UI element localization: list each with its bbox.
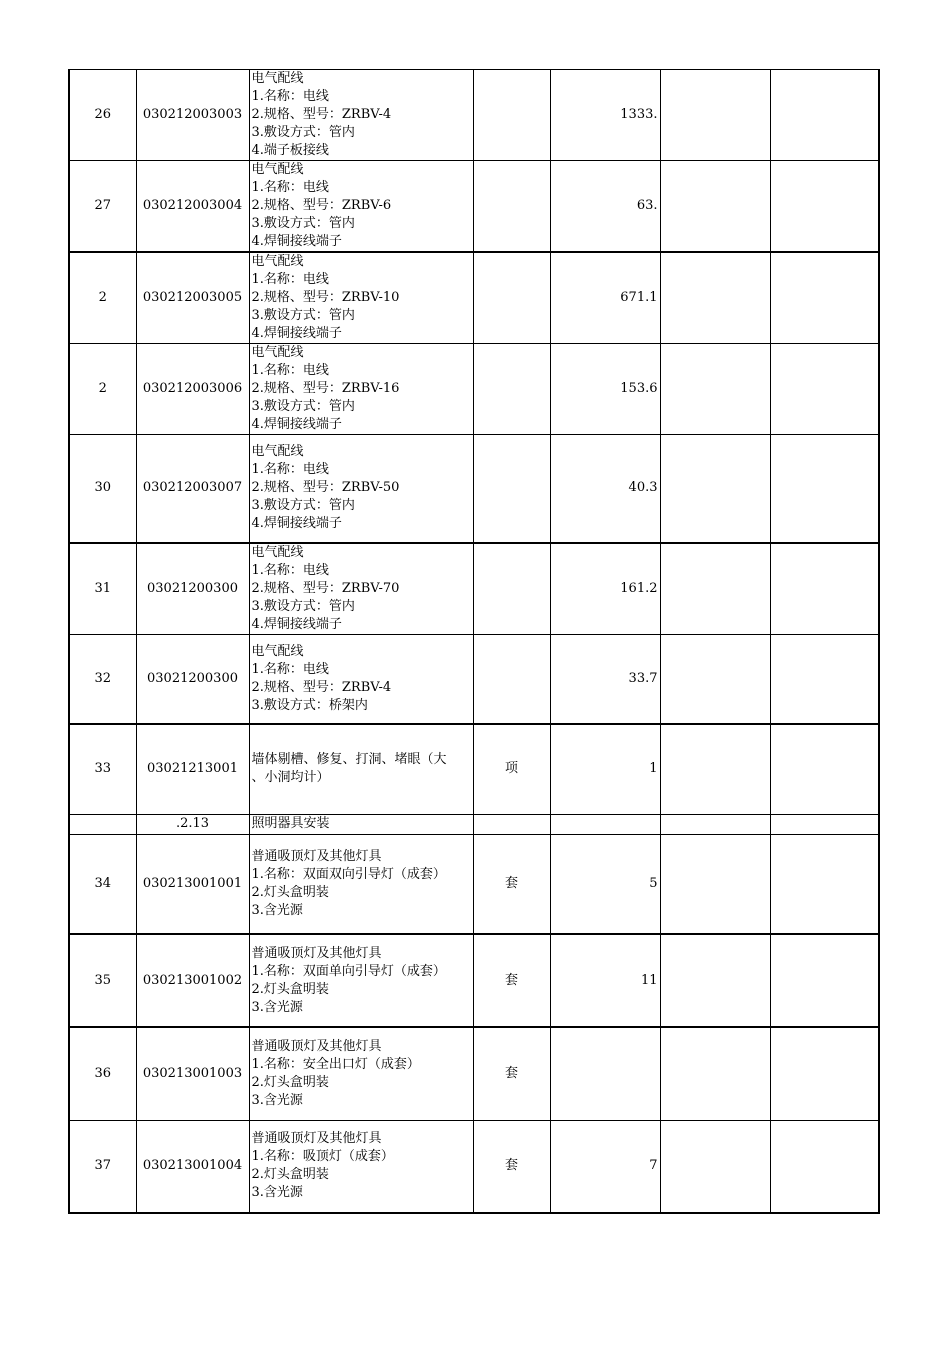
description-line: 普通吸顶灯及其他灯具 [251, 848, 382, 864]
description-line: 1.名称：双面双向引导灯（成套） [251, 866, 446, 882]
item-description-cell [249, 814, 473, 834]
item-code-cell: 03021213001 [136, 724, 249, 814]
total-price-cell [770, 1120, 879, 1213]
unit-price-cell [660, 1120, 770, 1213]
description-line: 3.含光源 [251, 902, 303, 918]
unit-cell [473, 543, 550, 635]
item-number-cell: 27 [69, 161, 136, 253]
quantity-cell [550, 814, 660, 834]
item-number-cell: 32 [69, 634, 136, 724]
table-row [69, 634, 879, 724]
item-code-cell: 030213001001 [136, 834, 249, 934]
description-line: 2.规格、型号：ZRBV-4 [251, 107, 392, 122]
table-row [69, 161, 879, 253]
item-number-cell: 2 [69, 344, 136, 435]
unit-price-cell [660, 724, 770, 814]
total-price-cell [770, 934, 879, 1027]
unit-cell [473, 252, 550, 344]
description-line: 普通吸顶灯及其他灯具 [251, 1038, 382, 1054]
description-line: 1.名称：电线 [251, 272, 329, 287]
description-line: 1.名称：吸顶灯（成套） [251, 1149, 394, 1165]
description-line: 3.敷设方式：管内 [251, 498, 355, 514]
description-line: 2.规格、型号：ZRBV-4 [251, 679, 392, 695]
item-code-cell: 03021200300 [136, 634, 249, 724]
total-price-cell [770, 344, 879, 435]
description-line: 、小洞均计） [251, 770, 330, 786]
quantity-cell: 1333. [550, 70, 660, 161]
description-line: 2.灯头盒明装 [251, 884, 329, 900]
item-number-cell: 35 [69, 934, 136, 1027]
description-line: 3.敷设方式：管内 [251, 598, 355, 614]
description-line: 2.规格、型号：ZRBV-10 [251, 290, 400, 305]
item-number-cell: 2 [69, 252, 136, 344]
unit-cell [473, 634, 550, 724]
item-code-cell: 03021200300 [136, 543, 249, 635]
unit-price-cell [660, 161, 770, 253]
unit-cell [473, 70, 550, 161]
description-line: 2.规格、型号：ZRBV-6 [251, 198, 392, 213]
item-description-cell [249, 70, 473, 161]
unit-price-cell [660, 252, 770, 344]
unit-cell [473, 435, 550, 543]
description-line: 4.焊铜接线端子 [251, 326, 342, 341]
description-line: 电气配线 [251, 444, 304, 460]
quantity-cell: 7 [550, 1120, 660, 1213]
total-price-cell [770, 724, 879, 814]
total-price-cell [770, 161, 879, 253]
description-line: 3.敷设方式：管内 [251, 399, 355, 414]
total-price-cell [770, 543, 879, 635]
description-line: 1.名称：电线 [251, 661, 329, 677]
description-line: 2.灯头盒明装 [251, 981, 329, 997]
item-code-cell: 030212003003 [136, 70, 249, 161]
unit-price-cell [660, 634, 770, 724]
description-line: 3.含光源 [251, 1185, 303, 1201]
description-line: 2.规格、型号：ZRBV-70 [251, 580, 400, 596]
description-line: 电气配线 [251, 162, 304, 177]
quantity-cell: 11 [550, 934, 660, 1027]
total-price-cell [770, 1027, 879, 1120]
item-description-cell [249, 344, 473, 435]
table-row [69, 252, 879, 344]
description-line: 电气配线 [251, 345, 304, 360]
table-row [69, 724, 879, 814]
table-row [69, 934, 879, 1027]
quantity-cell: 40.3 [550, 435, 660, 543]
item-description-cell [249, 634, 473, 724]
item-number-cell: 26 [69, 70, 136, 161]
item-number-cell: 34 [69, 834, 136, 934]
item-description-cell [249, 543, 473, 635]
item-code-cell: 030212003006 [136, 344, 249, 435]
description-line: 2.灯头盒明装 [251, 1074, 329, 1090]
item-number-cell: 30 [69, 435, 136, 543]
total-price-cell [770, 634, 879, 724]
total-price-cell [770, 252, 879, 344]
item-number-cell: 31 [69, 543, 136, 635]
item-code-cell: 030212003004 [136, 161, 249, 253]
description-line: 3.含光源 [251, 1092, 303, 1108]
total-price-cell [770, 814, 879, 834]
description-line: 3.敷设方式：管内 [251, 216, 355, 231]
item-description-cell [249, 161, 473, 253]
item-number-cell [69, 814, 136, 834]
unit-cell: 套 [473, 1120, 550, 1213]
item-code-cell: 030212003005 [136, 252, 249, 344]
description-line: 墙体剔槽、修复、打洞、堵眼（大 [251, 752, 447, 768]
description-line: 4.焊铜接线端子 [251, 516, 342, 532]
table-row [69, 814, 879, 834]
table-row [69, 1120, 879, 1213]
quantity-cell: 1 [550, 724, 660, 814]
description-line: 1.名称：电线 [251, 363, 329, 378]
description-line: 1.名称：电线 [251, 180, 329, 195]
quantity-cell: 63. [550, 161, 660, 253]
quantity-cell: 5 [550, 834, 660, 934]
description-line: 电气配线 [251, 544, 304, 560]
unit-cell: 项 [473, 724, 550, 814]
description-line: 1.名称：双面单向引导灯（成套） [251, 963, 446, 979]
item-code-cell: 030212003007 [136, 435, 249, 543]
description-line: 照明器具安装 [251, 816, 330, 831]
table-row [69, 435, 879, 543]
unit-cell [473, 161, 550, 253]
description-line: 3.敷设方式：管内 [251, 125, 355, 140]
table-row [69, 834, 879, 934]
total-price-cell [770, 435, 879, 543]
item-description-cell [249, 724, 473, 814]
item-number-cell: 36 [69, 1027, 136, 1120]
description-line: 普通吸顶灯及其他灯具 [251, 945, 382, 961]
description-line: 普通吸顶灯及其他灯具 [251, 1131, 382, 1147]
unit-cell [473, 344, 550, 435]
table-row [69, 543, 879, 635]
item-description-cell [249, 934, 473, 1027]
item-description-cell [249, 252, 473, 344]
description-line: 1.名称：电线 [251, 562, 329, 578]
item-number-cell: 33 [69, 724, 136, 814]
item-description-cell [249, 1120, 473, 1213]
table-row [69, 1027, 879, 1120]
unit-cell: 套 [473, 1027, 550, 1120]
description-line: 2.灯头盒明装 [251, 1167, 329, 1183]
quantity-cell: 161.2 [550, 543, 660, 635]
unit-price-cell [660, 1027, 770, 1120]
description-line: 2.规格、型号：ZRBV-16 [251, 381, 400, 396]
unit-price-cell [660, 814, 770, 834]
total-price-cell [770, 70, 879, 161]
description-line: 4.端子板接线 [251, 143, 329, 158]
item-description-cell [249, 435, 473, 543]
item-code-cell: 030213001003 [136, 1027, 249, 1120]
item-number-cell: 37 [69, 1120, 136, 1213]
description-line: 1.名称：安全出口灯（成套） [251, 1056, 420, 1072]
description-line: 1.名称：电线 [251, 89, 329, 104]
description-line: 4.焊铜接线端子 [251, 417, 342, 432]
item-code-cell: 030213001004 [136, 1120, 249, 1213]
description-line: 4.焊铜接线端子 [251, 616, 342, 632]
description-line: 3.含光源 [251, 999, 303, 1015]
description-line: 电气配线 [251, 254, 304, 269]
unit-price-cell [660, 344, 770, 435]
table-row [69, 70, 879, 161]
unit-price-cell [660, 834, 770, 934]
item-description-cell [249, 1027, 473, 1120]
item-code-cell: 030213001002 [136, 934, 249, 1027]
description-line: 电气配线 [251, 71, 304, 86]
description-line: 1.名称：电线 [251, 462, 329, 478]
unit-price-cell [660, 70, 770, 161]
item-code-cell: .2.13 [136, 814, 249, 834]
table-row [69, 344, 879, 435]
unit-price-cell [660, 934, 770, 1027]
description-line: 3.敷设方式：管内 [251, 308, 355, 323]
unit-price-cell [660, 435, 770, 543]
item-description-cell [249, 834, 473, 934]
quantity-cell: 671.1 [550, 252, 660, 344]
description-line: 电气配线 [251, 643, 304, 659]
unit-cell: 套 [473, 834, 550, 934]
description-line: 4.焊铜接线端子 [251, 234, 342, 249]
bill-of-quantities-table [68, 69, 880, 1214]
unit-cell [473, 814, 550, 834]
quantity-cell [550, 1027, 660, 1120]
unit-cell: 套 [473, 934, 550, 1027]
quantity-cell: 153.6 [550, 344, 660, 435]
description-line: 3.敷设方式：桥架内 [251, 697, 368, 713]
description-line: 2.规格、型号：ZRBV-50 [251, 480, 400, 496]
total-price-cell [770, 834, 879, 934]
unit-price-cell [660, 543, 770, 635]
quantity-cell: 33.7 [550, 634, 660, 724]
